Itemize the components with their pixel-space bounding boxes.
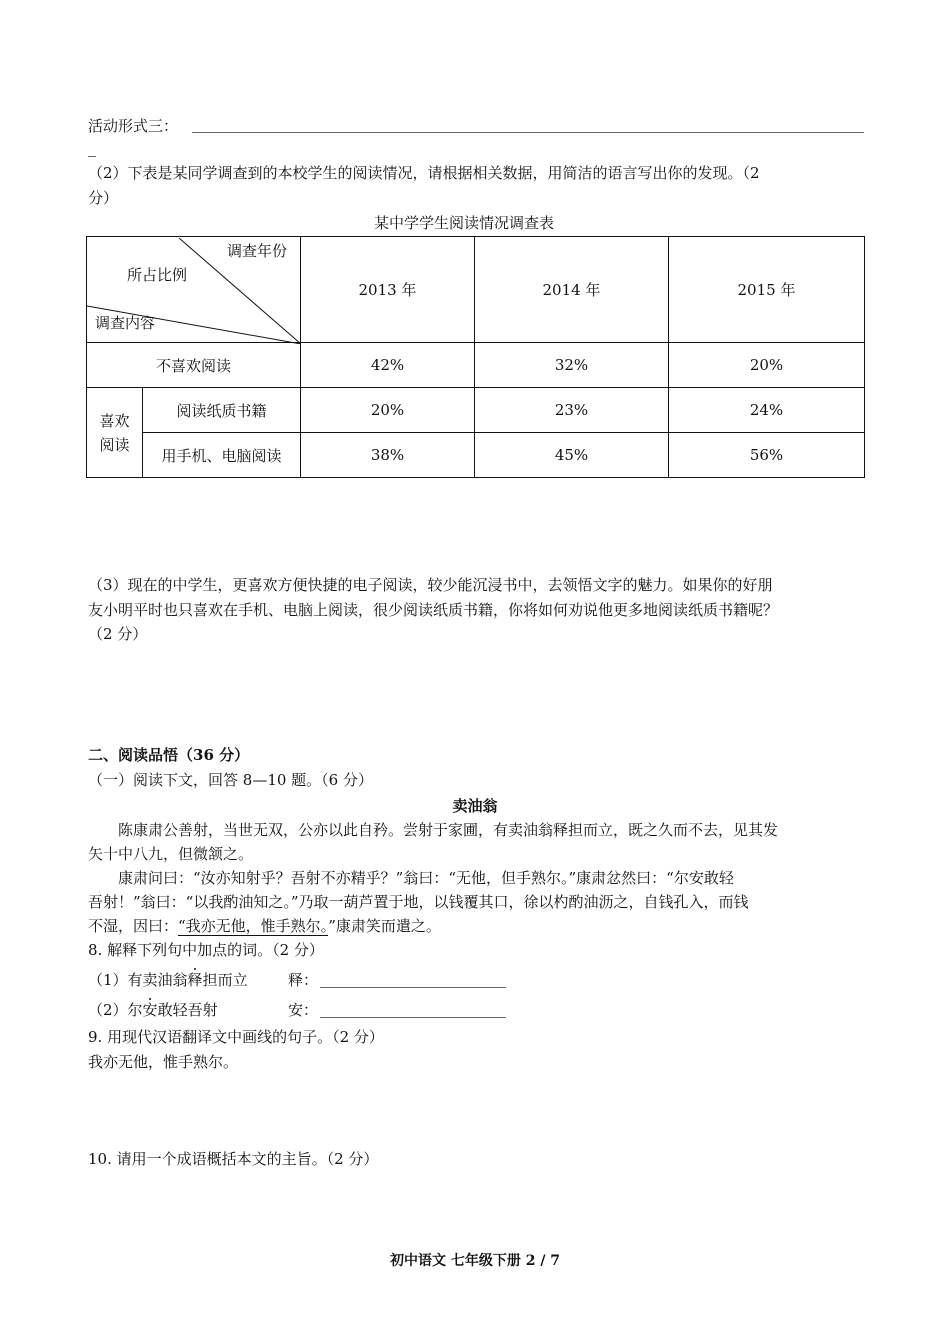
q8-item2 <box>88 998 218 1022</box>
year-2015: 2015 年 <box>669 237 865 343</box>
row-label-digital: 用手机、电脑阅读 <box>143 433 301 478</box>
section2-part1: （一）阅读下文，回答 8—10 题。（6 分） <box>88 771 373 789</box>
q8-item2-text-b: 敢轻吾射 <box>157 1001 218 1019</box>
q8-stem: 8. 解释下列句中加点的词。（2 分） <box>88 941 324 959</box>
header-survey-year: 调查年份 <box>227 241 288 260</box>
activity-answer-line[interactable] <box>192 132 864 133</box>
table-row-digital <box>87 433 865 478</box>
cell-digital-2014: 45% <box>475 433 669 478</box>
q8-item1-text-b: 担而立 <box>202 971 248 989</box>
q8-item1-dotted-word: 释 <box>187 971 203 989</box>
activity-label: 活动形式三： <box>88 117 179 135</box>
table-header-diagonal-cell <box>87 237 301 343</box>
row-label-paper: 阅读纸质书籍 <box>143 388 301 433</box>
q2-text-line1: （2）下表是某同学调查到的本校学生的阅读情况，请根据相关数据，用简洁的语言写出你的发现。（2 <box>88 164 760 182</box>
q8-item1 <box>88 968 248 992</box>
q9-sentence: 我亦无他，惟手熟尔。 <box>88 1053 239 1071</box>
q8-item1-text-a: （1）有卖油翁 <box>88 971 188 989</box>
header-proportion: 所占比例 <box>127 265 188 284</box>
cell-paper-2015: 24% <box>669 388 865 433</box>
passage-p1-line1: 陈康肃公善射，当世无双，公亦以此自矜。尝射于家圃，有卖油翁释担而立，既之久而不去，见其发 <box>118 821 779 839</box>
q9-stem: 9. 用现代汉语翻译文中画线的句子。（2 分） <box>88 1028 384 1046</box>
q8-item2-dotted-word: 安 <box>142 1001 158 1019</box>
q8-item2-text-a: （2）尔 <box>88 1001 143 1019</box>
q8-item1-answer-label: 释： <box>288 971 319 989</box>
q8-item1-answer-line[interactable] <box>320 987 506 988</box>
q10-stem: 10. 请用一个成语概括本文的主旨。（2 分） <box>88 1150 379 1168</box>
cell-dislike-2013: 42% <box>301 343 475 388</box>
passage-title: 卖油翁 <box>452 797 498 815</box>
year-2013: 2013 年 <box>301 237 475 343</box>
year-2014: 2014 年 <box>475 237 669 343</box>
q3-text-line1: （3）现在的中学生，更喜欢方便快捷的电子阅读，较少能沉浸书中，去领悟文字的魅力。如果你的好朋 <box>88 576 773 594</box>
passage-p1-line2: 矢十中八九，但微颔之。 <box>88 845 254 863</box>
table-row-paper <box>87 388 865 433</box>
page-footer: 初中语文 七年级下册 2 / 7 <box>389 1253 561 1269</box>
q2-text-line2: 分） <box>88 189 119 207</box>
underlined-sentence: “我亦无他，惟手熟尔。 <box>178 917 329 935</box>
table-row-dislike <box>87 343 865 388</box>
cell-paper-2014: 23% <box>475 388 669 433</box>
passage-p2-line3 <box>88 914 441 938</box>
passage-p2-line3-end: ”康肃笑而遣之。 <box>328 917 441 935</box>
row-group-like: 喜欢阅读 <box>87 388 143 478</box>
q3-text-line2: 友小明平时也只喜欢在手机、电脑上阅读，很少阅读纸质书籍，你将如何劝说他更多地阅读纸质书籍呢？ <box>88 601 779 619</box>
q3-text-line3: （2 分） <box>88 625 148 643</box>
section2-heading: 二、阅读品悟（36 分） <box>88 746 250 764</box>
cell-digital-2015: 56% <box>669 433 865 478</box>
survey-table <box>86 236 865 478</box>
cell-dislike-2014: 32% <box>475 343 669 388</box>
header-content: 调查内容 <box>95 313 156 332</box>
passage-p2-line3-start: 不湿，因曰： <box>88 917 179 935</box>
cell-paper-2013: 20% <box>301 388 475 433</box>
q8-item2-answer-line[interactable] <box>320 1017 506 1018</box>
passage-p2-line2: 吾射！”翁曰：“以我酌油知之。”乃取一葫芦置于地，以钱覆其口，徐以杓酌油沥之，自钱孔入，而钱 <box>88 893 749 911</box>
cell-dislike-2015: 20% <box>669 343 865 388</box>
row-label-dislike: 不喜欢阅读 <box>87 343 301 388</box>
table-caption: 某中学学生阅读情况调查表 <box>374 214 555 232</box>
q8-item2-answer-label: 安： <box>288 1001 319 1019</box>
passage-p2-line1: 康肃问曰：“汝亦知射乎？吾射不亦精乎？”翁曰：“无他，但手熟尔。”康肃忿然曰：“尔安敢轻 <box>118 869 734 887</box>
cell-digital-2013: 38% <box>301 433 475 478</box>
activity-answer-line-tail <box>88 156 96 157</box>
